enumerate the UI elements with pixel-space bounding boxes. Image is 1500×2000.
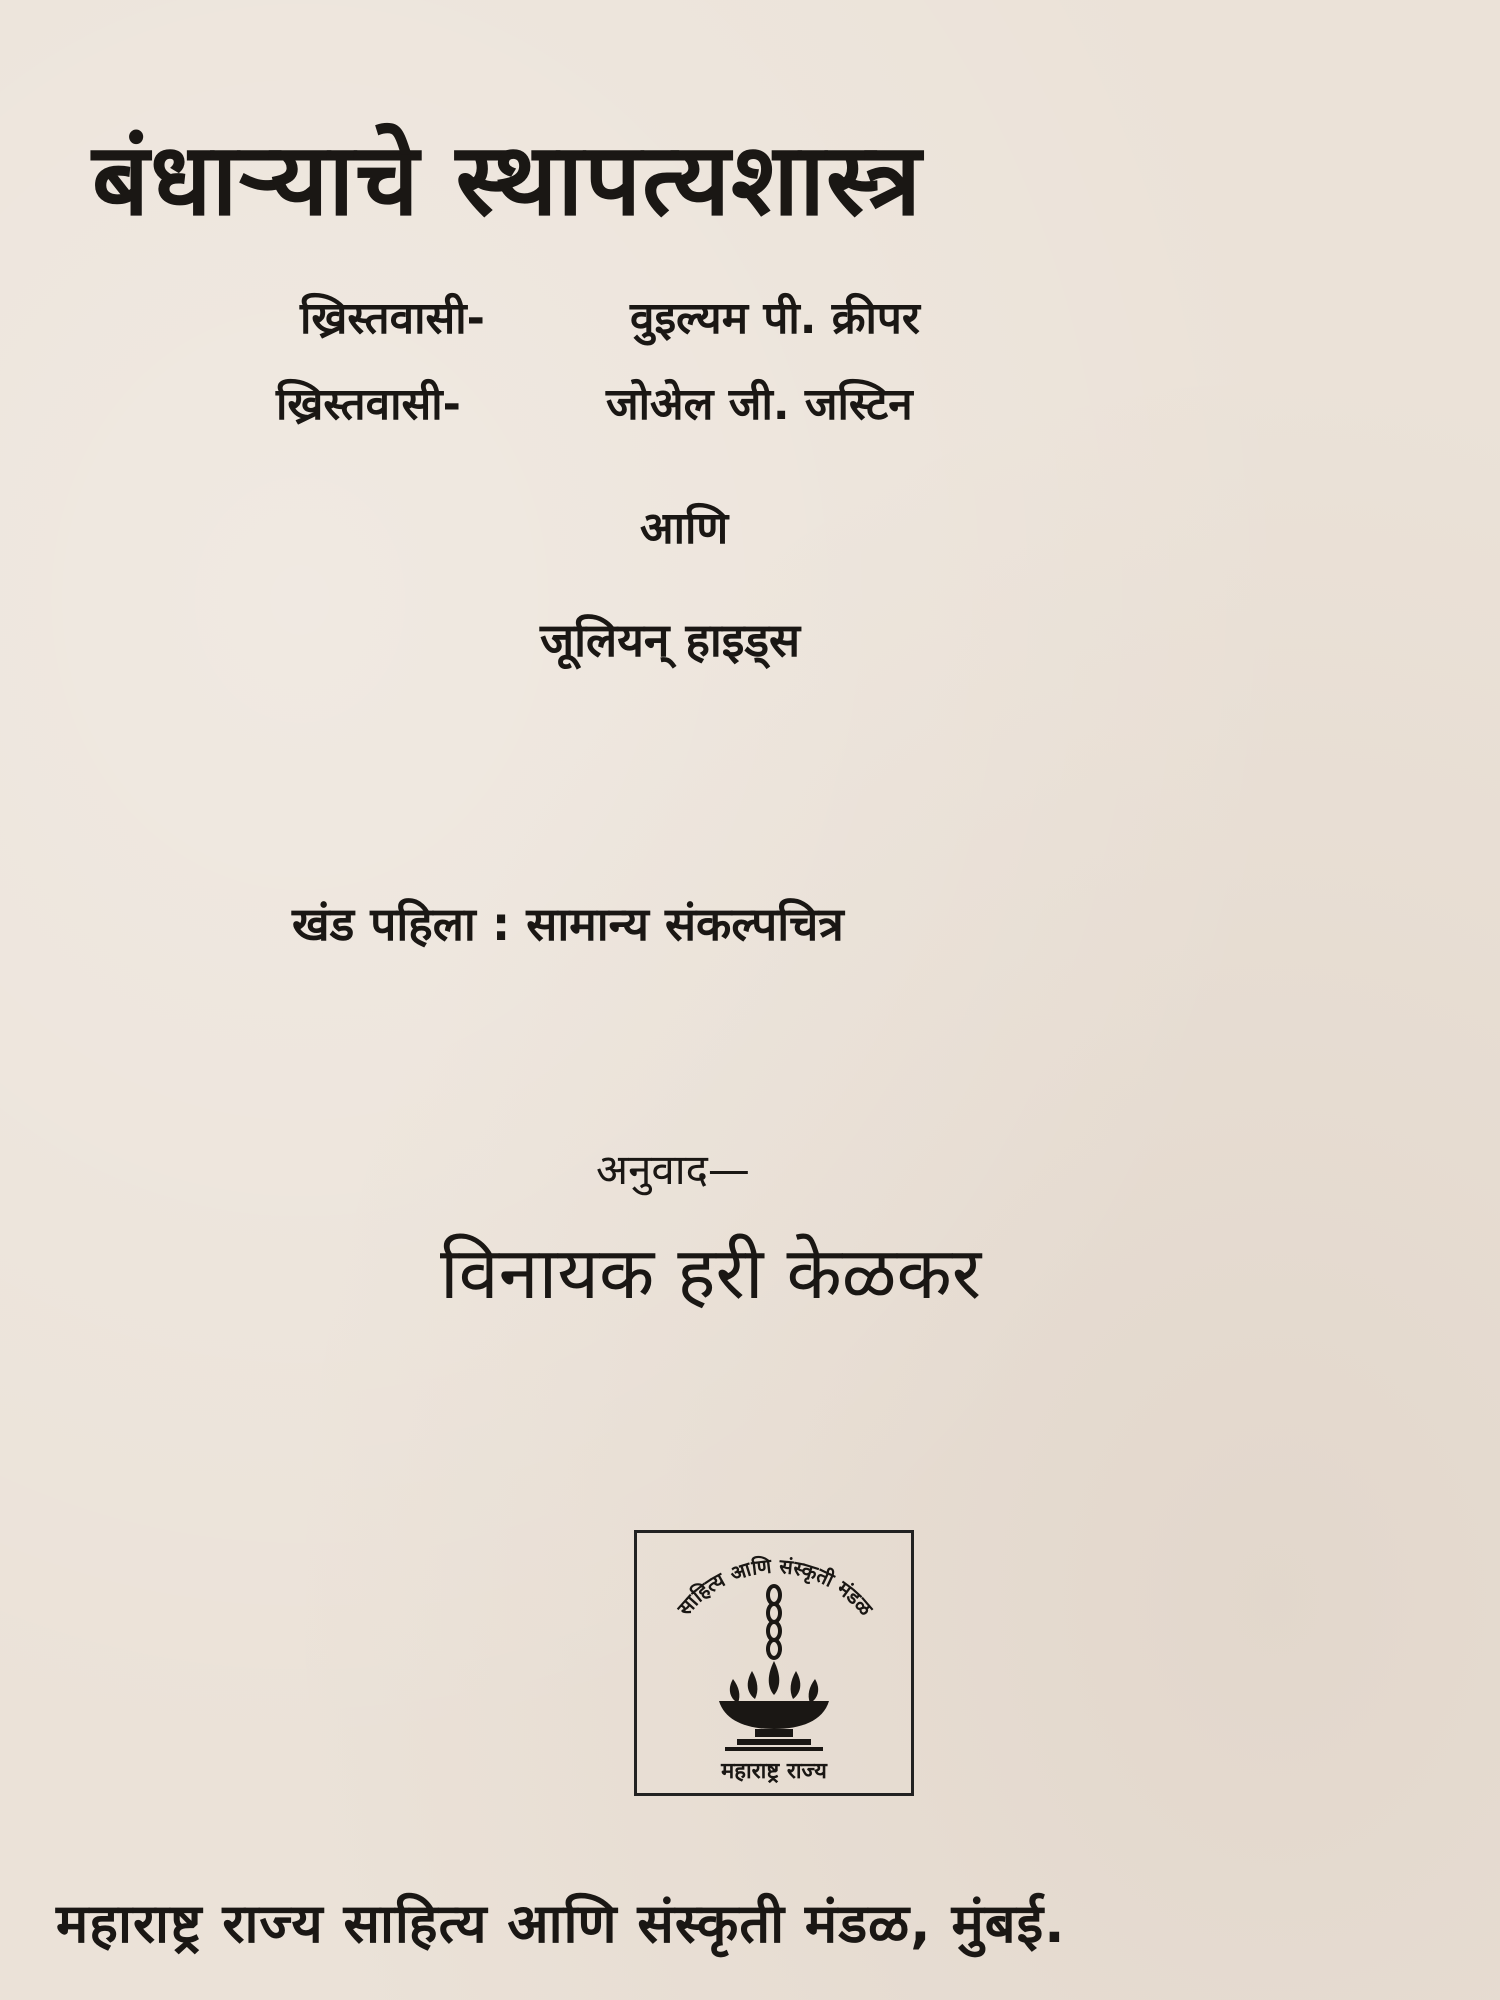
author-2-name: जोअेल जी. जस्टिन [606, 379, 913, 430]
author-1-name: वुइल्यम पी. क्रीपर [630, 293, 920, 344]
conjunction: आणि [640, 503, 729, 554]
author-1 [300, 286, 920, 346]
book-title: बंधाऱ्याचे स्थापत्यशास्त्र [92, 121, 923, 238]
publisher-seal [634, 1530, 914, 1796]
seal-caption: महाराष्ट्र राज्य [721, 1759, 827, 1784]
publisher-line: महाराष्ट्र राज्य साहित्य आणि संस्कृती मंडळ, मुंबई. [56, 1892, 1066, 1955]
author-2 [276, 372, 913, 432]
author-1-prefix: ख्रिस्तवासी- [300, 293, 485, 344]
author-2-prefix: ख्रिस्तवासी- [276, 379, 461, 430]
volume-title: खंड पहिला : सामान्य संकल्पचित्र [292, 897, 844, 951]
lamp-icon [637, 1533, 911, 1793]
translation-label: अनुवाद— [596, 1145, 750, 1194]
seal-arc-textpath: साहित्य आणि संस्कृती मंडळ [672, 1553, 878, 1621]
author-3: जूलियन् हाइड्स [540, 613, 801, 667]
translator-name: विनायक हरी केळकर [440, 1231, 982, 1315]
